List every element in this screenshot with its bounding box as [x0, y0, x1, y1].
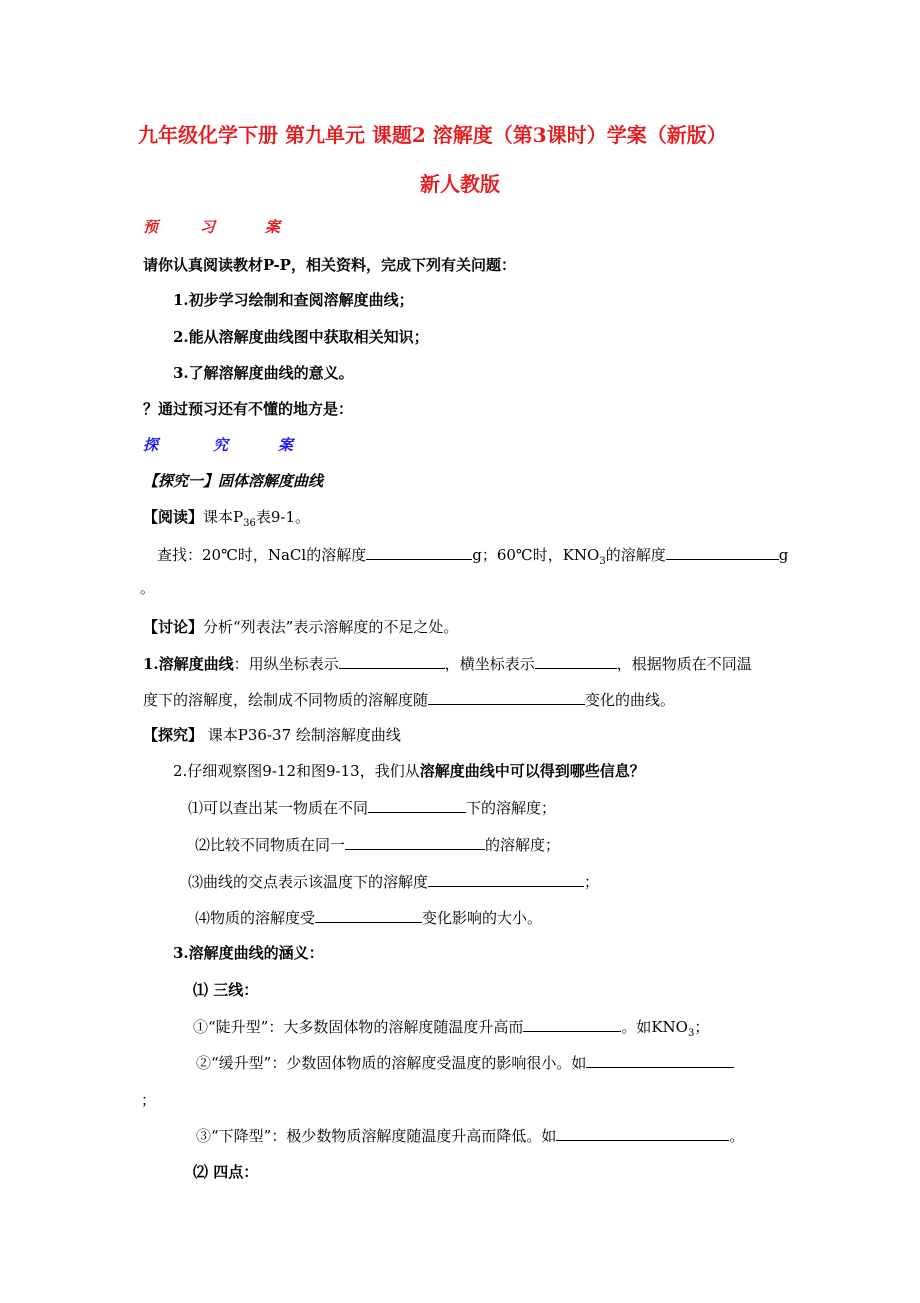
decline-text: ③“下降型”：极少数物质溶解度随温度升高而降低。如	[196, 1127, 557, 1145]
answer-blank[interactable]	[535, 653, 617, 669]
four-points-heading: ⑵ 四点：	[193, 1163, 259, 1181]
preview-heading	[143, 217, 280, 237]
info-item	[195, 834, 560, 855]
read-text: 表9-1。	[255, 508, 310, 526]
slow-rise-text: ②“缓升型”：少数固体物质的溶解度受温度的影响很小。如	[196, 1054, 587, 1072]
info-text: ⑵比较不同物质在同一	[195, 836, 346, 854]
find-text: 的溶解度	[605, 546, 666, 564]
info-text: ⑷物质的溶解度受	[195, 909, 316, 927]
steep-rise-text: ；	[694, 1018, 710, 1036]
curve-line-1	[143, 653, 752, 674]
read-subscript: 36	[243, 518, 256, 529]
info-text: 下的溶解度；	[466, 799, 557, 817]
three-lines-heading: ⑴ 三线：	[193, 981, 259, 999]
decline-text: 。	[729, 1127, 745, 1145]
read-text: 课本P	[203, 508, 244, 526]
question-2-text: 2.仔细观察图9-12和图9-13，我们从	[173, 762, 420, 780]
curve-text: 变化的曲线。	[585, 691, 676, 709]
steep-rise-line	[193, 1016, 709, 1044]
preview-question: ？通过预习还有不懂的地方是：	[143, 400, 354, 418]
find-text: 查找：20℃时，NaCl的溶解度	[157, 546, 367, 564]
preview-heading-char: 预	[143, 218, 159, 236]
explore-heading-char: 究	[213, 436, 229, 454]
answer-blank[interactable]	[315, 907, 422, 923]
answer-blank[interactable]	[428, 689, 585, 705]
question-3: 3.溶解度曲线的涵义：	[173, 944, 324, 962]
find-subscript: 3	[599, 556, 606, 567]
slow-rise-end: ；	[141, 1091, 157, 1109]
curve-label: 1.溶解度曲线	[143, 655, 234, 673]
answer-blank[interactable]	[666, 544, 779, 560]
info-text: ⑴可以查出某一物质在不同	[188, 799, 369, 817]
curve-text: ：用纵坐标表示	[233, 655, 339, 673]
preview-item: 3.了解溶解度曲线的意义。	[173, 364, 354, 382]
question-2-bold: 溶解度曲线中可以得到哪些信息？	[419, 762, 645, 780]
steep-rise-subscript: 3	[687, 1028, 695, 1039]
question-2	[173, 761, 645, 781]
answer-blank[interactable]	[556, 1125, 729, 1141]
answer-blank[interactable]	[428, 871, 584, 887]
answer-blank[interactable]	[368, 797, 466, 813]
curve-text: ，横坐标表示	[444, 655, 535, 673]
curve-line-2	[143, 689, 675, 710]
find-line	[157, 544, 788, 572]
answer-blank[interactable]	[523, 1016, 621, 1032]
preview-heading-char: 习	[200, 218, 216, 236]
info-text: ⑶曲线的交点表示该温度下的溶解度	[188, 873, 429, 891]
answer-blank[interactable]	[366, 544, 472, 560]
preview-item: 2.能从溶解度曲线图中获取相关知识；	[173, 328, 429, 346]
answer-blank[interactable]	[345, 834, 485, 850]
info-item	[195, 907, 542, 928]
preview-item: 1.初步学习绘制和查阅溶解度曲线；	[173, 291, 414, 309]
read-line	[143, 507, 310, 534]
preview-intro: 请你认真阅读教材P-P，相关资料，完成下列有关问题：	[143, 256, 516, 274]
curve-text: 度下的溶解度，绘制成不同物质的溶解度随	[143, 691, 429, 709]
explore-heading-char: 探	[143, 436, 159, 454]
inquiry-label: 【探究】	[143, 726, 204, 744]
document-title-line1: 九年级化学下册 第九单元 课题2 溶解度（第3课时）学案（新版）	[138, 123, 727, 147]
find-text: g；60℃时，KNO	[472, 546, 600, 564]
read-label: 【阅读】	[143, 508, 204, 526]
find-end: 。	[140, 579, 156, 597]
info-text: 的溶解度；	[485, 836, 561, 854]
inquiry-line	[143, 725, 401, 745]
info-item	[188, 797, 556, 818]
document-title-line2: 新人教版	[420, 172, 500, 196]
explore-heading-char: 案	[278, 436, 294, 454]
steep-rise-text: 。如KNO	[621, 1018, 688, 1036]
preview-heading-char: 案	[265, 218, 281, 236]
inquiry-text: 课本P36-37 绘制溶解度曲线	[203, 726, 401, 744]
info-item	[188, 871, 599, 892]
explore-heading	[143, 435, 293, 455]
discuss-line	[143, 617, 458, 637]
discuss-label: 【讨论】	[143, 618, 204, 636]
answer-blank[interactable]	[586, 1052, 734, 1068]
find-text: g	[778, 546, 789, 564]
info-text: ；	[584, 873, 600, 891]
curve-text: ，根据物质在不同温	[616, 655, 752, 673]
answer-blank[interactable]	[339, 653, 445, 669]
discuss-text: 分析“列表法”表示溶解度的不足之处。	[203, 618, 459, 636]
decline-line	[196, 1125, 744, 1146]
info-text: 变化影响的大小。	[422, 909, 543, 927]
steep-rise-text: ①“陡升型”：大多数固体物的溶解度随温度升高而	[193, 1018, 524, 1036]
slow-rise-line	[196, 1052, 734, 1073]
section-explore-one: 【探究一】固体溶解度曲线	[143, 472, 324, 490]
